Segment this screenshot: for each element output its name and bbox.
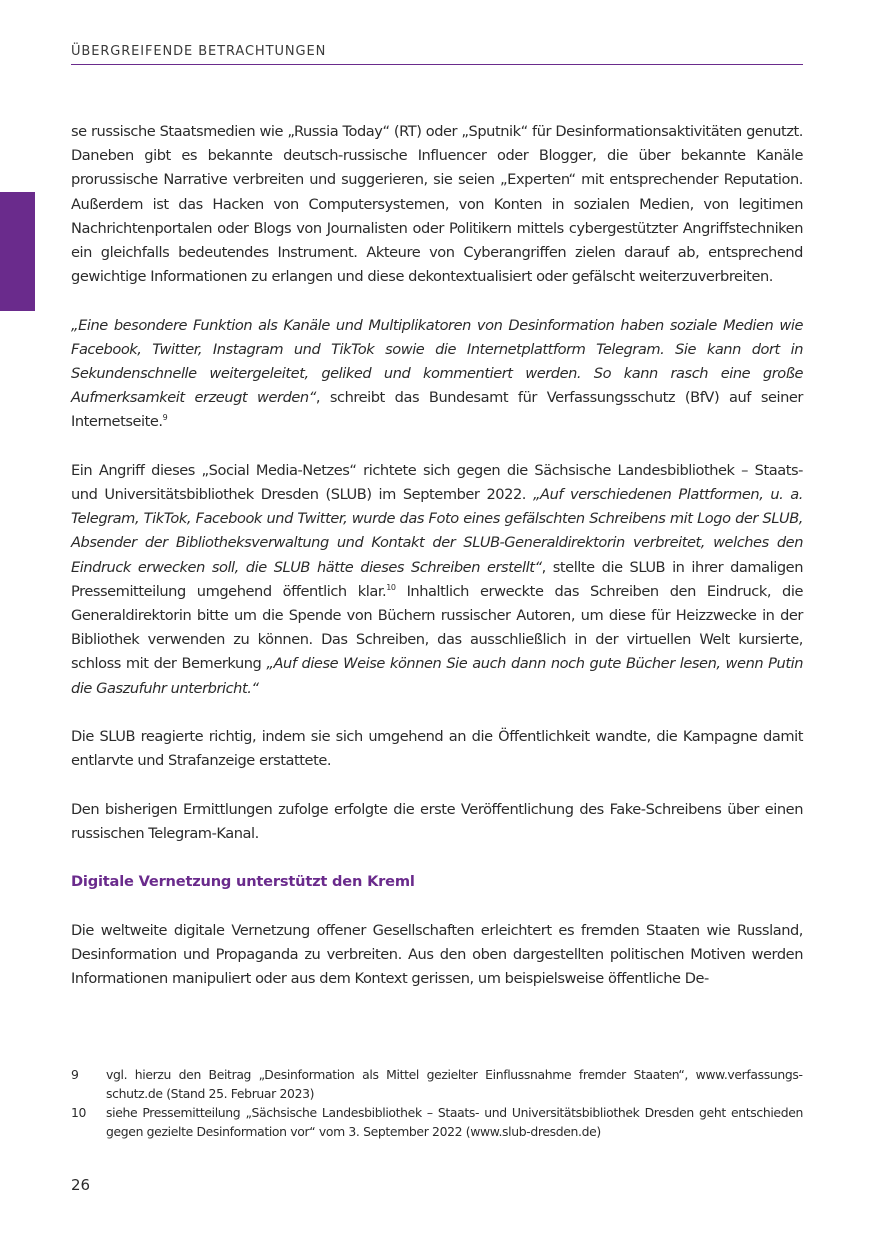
page-number: 26 <box>71 1176 91 1194</box>
running-head: ÜBERGREIFENDE BETRACHTUNGEN <box>71 44 327 59</box>
paragraph-5: Den bisherigen Ermittlungen zufolge erfolgte die erste Veröffentlichung des Fake-Schreibens über einen russischen Telegram-Kanal. <box>71 800 803 842</box>
bfv-quote: „Eine besondere Funktion als Kanäle und Multiplikatoren von Desinformation haben soziale Medien wie Facebook, Twitter, Instagram und TikTok sowie die Internetplattform Telegram. Sie kann dort in Sekundenschnelle weitergeleitet, geliked und kommentiert werden. So kann rasch eine große Aufmerksamkeit erzeugt werden“ <box>71 316 803 407</box>
footnote-item <box>71 1066 803 1103</box>
paragraph-3-text-b: , stellte die SLUB in ihrer damaligen Pressemitteilung umgehend öffentlich klar. <box>71 558 804 600</box>
section-heading: Digitale Vernetzung unterstützt den Kreml <box>71 873 415 891</box>
paragraph-4: Die SLUB reagierte richtig, indem sie sich umgehend an die Öffentlichkeit wandte, die Kampagne damit entlarvte und Strafanzeige erstattete. <box>71 728 803 770</box>
paragraph-2-text: , schreibt das Bundesamt für Verfassungsschutz (BfV) auf seiner Internetseite. <box>71 389 803 431</box>
main-body <box>71 120 803 1015</box>
paragraph-3 <box>71 459 803 701</box>
footnote-text: siehe Pressemitteilung „Sächsische Landesbibliothek – Staats- und Universitätsbibliothek Dresden geht entschieden gegen gezielte Desinformation vor“ vom 3. September 2022 (www.slub-dresden.de) <box>106 1105 803 1139</box>
paragraph-3-text-c: Inhaltlich erweckte das Schreiben den Eindruck, die Generaldirektorin bitte um die Spende von Büchern russischer Autoren, um diese für Heizzwecke in der Bibliothek verwenden zu können. Das Schreiben, das ausschließlich in der virtuellen Welt kursierte, schloss mit der Bemerkung <box>71 582 803 673</box>
footnote-ref-9[interactable]: 9 <box>162 413 168 423</box>
footnote-text: vgl. hierzu den Beitrag „Desinformation als Mittel gezielter Einflussnahme fremder Staaten“, www.verfassungsschutz.de (Stand 25. Februar 2023) <box>106 1067 803 1101</box>
chapter-tab-marker <box>0 192 35 311</box>
footnote-number: 10 <box>71 1105 87 1120</box>
paragraph-6: Die weltweite digitale Vernetzung offener Gesellschaften erleichtert es fremden Staaten wie Russland, Desinformation und Propaganda zu verbreiten. Aus den oben dargestellten politischen Motiven werden Informationen manipuliert oder aus dem Kontext gerissen, um beispielsweise öffentliche De- <box>71 921 803 988</box>
footnote-number: 9 <box>71 1067 79 1082</box>
paragraph-3-text-a: Ein Angriff dieses „Social Media-Netzes“ richtete sich gegen die Sächsische Landesbibliothek – Staats- und Universitätsbibliothek Dresden (SLUB) im September 2022. <box>71 461 803 504</box>
paragraph-1: se russische Staatsmedien wie „Russia Today“ (RT) oder „Sputnik“ für Desinformationsaktivitäten genutzt. Daneben gibt es bekannte deutsch-russische Influencer oder Blogger, die über bekannte Kanäle prorussische Narrative verbreiten und suggerieren, sie seien „Experten“ mit entsprechender Reputation. Außerdem ist das Hacken von Computersystemen, von Konten in sozialen Medien, von legitimen Nachrichtenportalen oder Blogs von Journalisten oder Politikern mittels cybergestützter Angriffstechniken ein gleichfalls bedeutendes Instrument. Akteure von Cyberangriffen zielen darauf ab, entsprechend gewichtige Informationen zu erlangen und diese dekontextualisiert oder gefälscht weiterzuverbreiten. <box>71 123 803 286</box>
footnote-item <box>71 1104 803 1141</box>
slub-quote-2: „Auf diese Weise können Sie auch dann noch gute Bücher lesen, wenn Putin die Gaszufuhr unterbricht.“ <box>71 655 804 697</box>
slub-quote-1: „Auf verschiedenen Plattformen, u. a. Telegram, TikTok, Facebook und Twitter, wurde das Foto eines gefälschten Schreibens mit Logo der SLUB, Absender der Bibliotheksverwaltung und Kontakt der SLUB-Generaldirektorin verbreitet, welches den Eindruck erwecken soll, die SLUB hätte dieses Schreiben erstellt“ <box>71 486 803 576</box>
footnotes <box>71 1066 803 1142</box>
header-rule <box>71 64 803 65</box>
paragraph-2 <box>71 314 803 435</box>
footnote-ref-10[interactable]: 10 <box>386 582 396 592</box>
